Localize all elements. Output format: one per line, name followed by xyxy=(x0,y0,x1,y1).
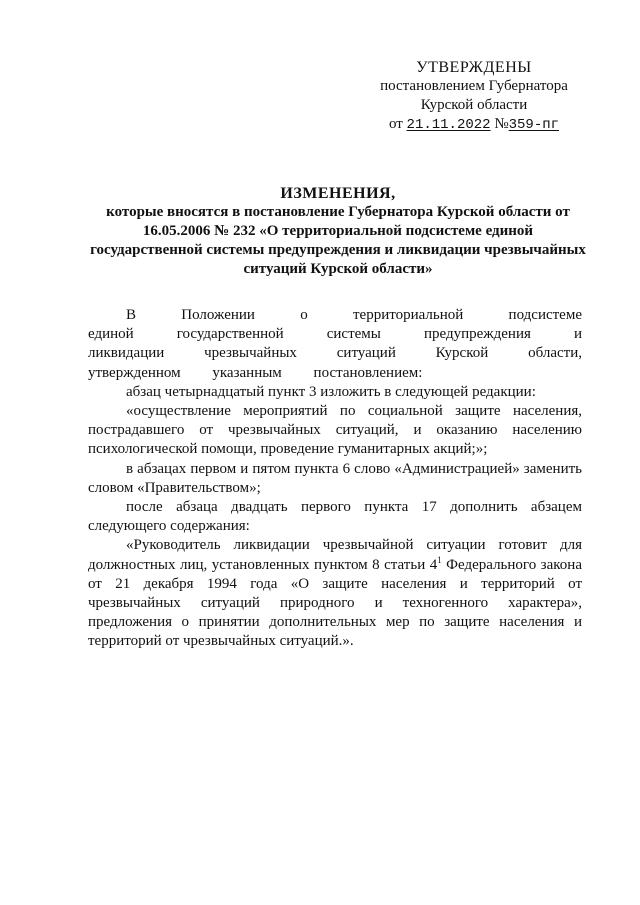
approval-number: 359-пг xyxy=(508,117,560,133)
document-heading xyxy=(88,184,588,279)
approval-title: УТВЕРЖДЕНЫ xyxy=(416,59,532,76)
document-body xyxy=(88,306,582,652)
approval-line-2: Курской области xyxy=(420,97,528,113)
document-subtitle: которые вносятся в постановление Губернатора Курской области от 16.05.2006 № 232 «О территориальной подсистеме единой государственной системы предупреждения и ликвидации чрезвычайных ситуаций Курской области» xyxy=(90,204,586,277)
approval-block xyxy=(360,58,588,135)
approval-date: 21.11.2022 xyxy=(406,117,491,133)
document-title: ИЗМЕНЕНИЯ, xyxy=(280,185,396,202)
date-prefix: от xyxy=(388,116,403,132)
approval-date-line xyxy=(360,115,588,135)
number-prefix: № xyxy=(494,116,509,132)
approval-line-1: постановлением Губернатора xyxy=(380,78,568,94)
article-superscript: 1 xyxy=(437,554,442,565)
paragraph-3: «осуществление мероприятий по социальной защите населения, пострадавшего от чрезвычайных ситуаций, и оказанию населению психологической помощи, проведение гуманитарных акций;»; xyxy=(88,403,582,458)
paragraph-6-part-a: «Руководитель ликвидации чрезвычайной ситуации готовит для должностных лиц, установленных пунктом 8 статьи 4 xyxy=(88,537,582,573)
paragraph-1: В Положении о территориальной подсистеме единой государственной системы предупреждения и ликвидации чрезвычайных ситуаций Курской области, утвержденном указанным постановлением: xyxy=(88,307,582,381)
paragraph-6 xyxy=(88,536,582,651)
paragraph-2: абзац четырнадцатый пункт 3 изложить в следующей редакции: xyxy=(126,383,536,400)
paragraph-5: после абзаца двадцать первого пункта 17 дополнить абзацем следующего содержания: xyxy=(88,499,582,535)
paragraph-4: в абзацах первом и пятом пункта 6 слово «Администрацией» заменить словом «Правительством»; xyxy=(88,460,582,496)
paragraph-6-part-b: Федерального закона от 21 декабря 1994 года «О защите населения и территорий от чрезвычайных ситуаций природного и техногенного характера», предложения о принятии дополнительных мер по защите населения и территорий от чрезвычайных ситуаций.». xyxy=(88,556,582,650)
